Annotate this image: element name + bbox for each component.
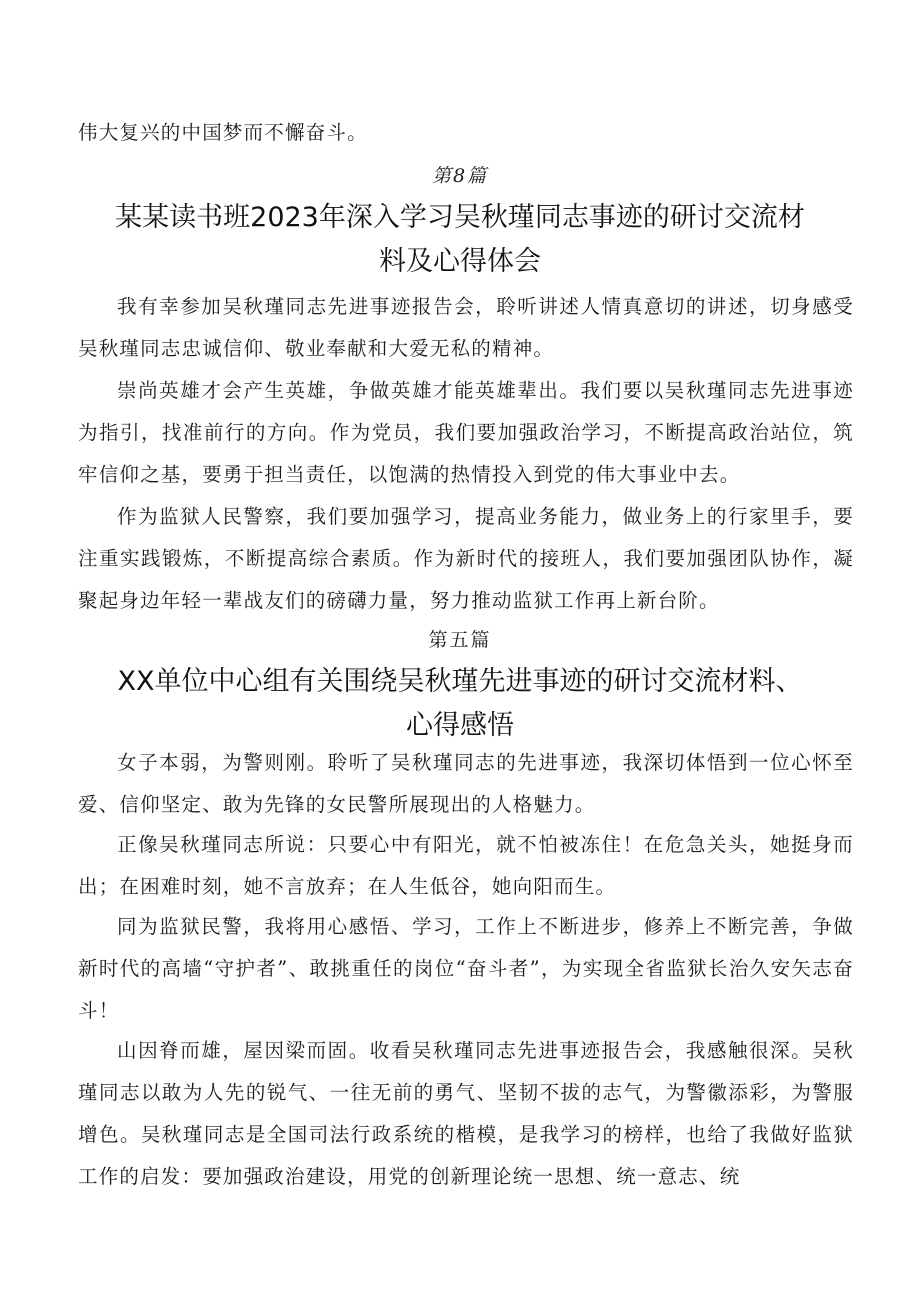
intro-tail-text: 伟大复兴的中国梦而不懈奋斗。 [78,121,368,144]
section-a-title: 某某读书班2023年深入学习吴秋瑾同志事迹的研讨交流材料及心得体会 [115,202,805,277]
section-b-paragraph-4: 山因脊而雄，屋因梁而固。收看吴秋瑾同志先进事迹报告会，我感触很深。吴秋瑾同志以敢为人先的锐气、一往无前的勇气、坚韧不拔的志气，为警徽添彩，为警服增色。吴秋瑾同志是全国司法行政系统的楷模，是我学习的榜样，也给了我做好监狱工作的启发：要加强政治建设，用党的创新理论统一思想、统一意志、统 [78,1039,854,1188]
section-b-label: 第五篇 [428,629,492,651]
section-b-title: XX单位中心组有关围绕吴秋瑾先进事迹的研讨交流材料、心得感悟 [117,666,803,741]
section-b-paragraph-3: 同为监狱民警，我将用心感悟、学习，工作上不断进步，修养上不断完善，争做新时代的高墙“守护者”、敢挑重任的岗位“奋斗者”，为实现全省监狱长治久安矢志奋斗！ [78,915,854,1022]
section-a-paragraph-1: 我有幸参加吴秋瑾同志先进事迹报告会，聆听讲述人情真意切的讲述，切身感受吴秋瑾同志忠诚信仰、敬业奉献和大爱无私的精神。 [78,295,854,360]
section-a-label: 第8篇 [431,165,489,187]
section-b-paragraph-1: 女子本弱，为警则刚。聆听了吴秋瑾同志的先进事迹，我深切体悟到一位心怀至爱、信仰坚定、敢为先锋的女民警所展现出的人格魅力。 [78,751,854,816]
section-a-paragraph-3: 作为监狱人民警察，我们要加强学习，提高业务能力，做业务上的行家里手，要注重实践锻炼，不断提高综合素质。作为新时代的接班人，我们要加强团队协作，凝聚起身边年轻一辈战友们的磅礴力量，努力推动监狱工作再上新台阶。 [78,505,854,612]
section-a-paragraph-2: 崇尚英雄才会产生英雄，争做英雄才能英雄辈出。我们要以吴秋瑾同志先进事迹为指引，找准前行的方向。作为党员，我们要加强政治学习，不断提高政治站位，筑牢信仰之基，要勇于担当责任，以饱满的热情投入到党的伟大事业中去。 [78,379,854,486]
section-b-paragraph-2: 正像吴秋瑾同志所说：只要心中有阳光，就不怕被冻住！在危急关头，她挺身而出；在困难时刻，她不言放弃；在人生低谷，她向阳而生。 [78,833,854,898]
